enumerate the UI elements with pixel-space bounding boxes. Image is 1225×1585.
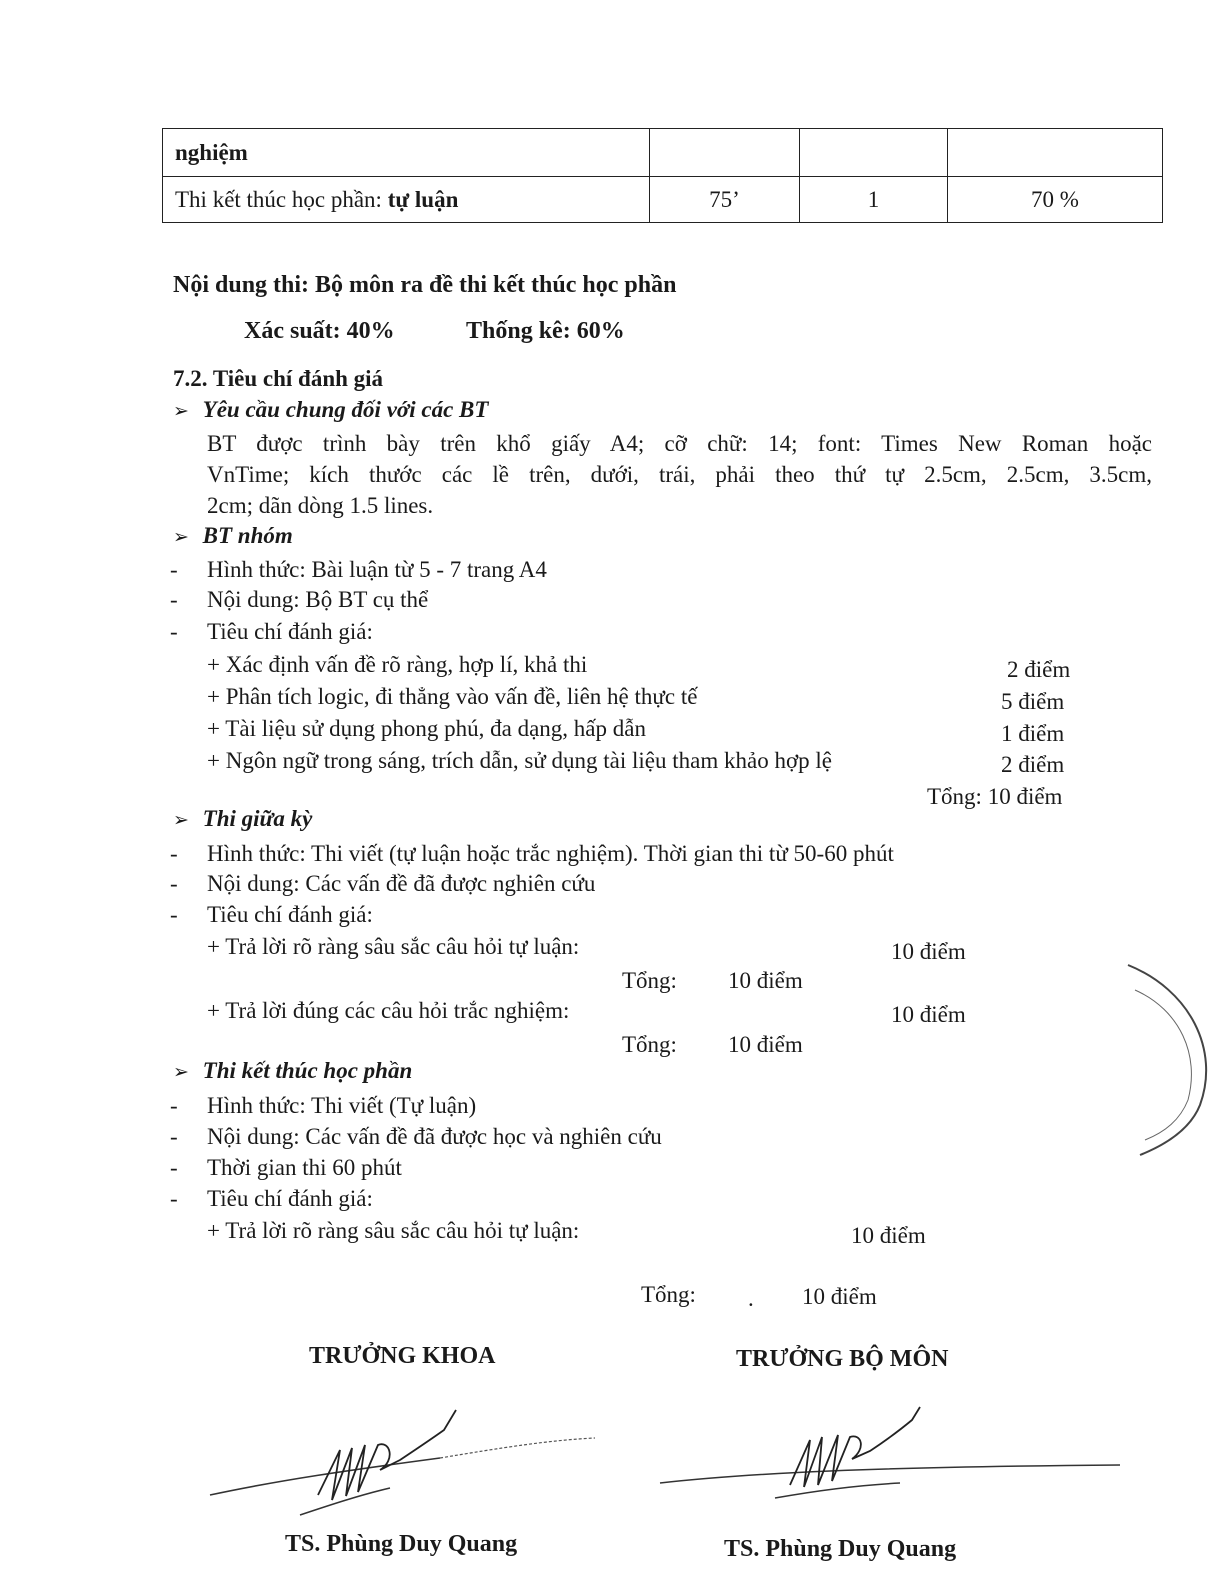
left-signature-mark: [200, 1400, 600, 1530]
midterm-essay-score: 10 điểm: [891, 939, 966, 964]
arrow-bullet-icon: ➢: [173, 526, 189, 548]
section-heading: 7.2. Tiêu chí đánh giá: [173, 366, 384, 391]
left-signer-name: TS. Phùng Duy Quang: [285, 1531, 518, 1557]
midterm-total-label: Tổng:: [622, 1032, 677, 1057]
table-cell-weight: 70 %: [948, 177, 1163, 223]
final-form: Hình thức: Thi viết (Tự luận): [207, 1093, 477, 1118]
midterm-total-label: Tổng:: [622, 968, 677, 993]
dash-bullet: -: [170, 1155, 178, 1180]
final-title: Thi kết thúc học phần: [202, 1058, 413, 1083]
table-cell: [948, 129, 1163, 177]
statistics-share: Thống kê: 60%: [466, 318, 625, 344]
midterm-total-score: 10 điểm: [728, 968, 803, 993]
final-total-label: Tổng:: [641, 1282, 696, 1307]
group-item: + Tài liệu sử dụng phong phú, đa dạng, hấp dẫn: [207, 716, 646, 741]
dash-bullet: -: [170, 619, 178, 644]
midterm-total-score: 10 điểm: [728, 1032, 803, 1057]
table-cell-duration: 75’: [650, 177, 800, 223]
midterm-mc-score: 10 điểm: [891, 1002, 966, 1027]
final-criteria-label: Tiêu chí đánh giá:: [207, 1186, 373, 1211]
group-title: BT nhóm: [202, 523, 293, 548]
final-total-dot: .: [748, 1286, 754, 1311]
stamp-fragment: [1120, 960, 1225, 1160]
exam-content-title: Nội dung thi: Bộ môn ra đề thi kết thúc học phần: [173, 272, 677, 298]
group-item-score: 5 điểm: [1001, 689, 1065, 714]
midterm-content: Nội dung: Các vấn đề đã được nghiên cứu: [207, 871, 596, 896]
general-line-1: BT được trình bày trên khổ giấy A4; cỡ chữ: 14; font: Times New Roman hoặc: [207, 431, 1152, 456]
group-item-score: 2 điểm: [1007, 657, 1071, 682]
arrow-bullet-icon: ➢: [173, 400, 189, 422]
section-general: [173, 397, 488, 423]
group-form: Hình thức: Bài luận từ 5 - 7 trang A4: [207, 557, 547, 582]
exam-type-value: tự luận: [387, 186, 459, 212]
arrow-bullet-icon: ➢: [173, 809, 189, 831]
table-cell-count: 1: [800, 177, 948, 223]
table-row: [163, 177, 1163, 223]
final-duration: Thời gian thi 60 phút: [207, 1155, 402, 1180]
right-signer-name: TS. Phùng Duy Quang: [724, 1536, 957, 1562]
table-cell: nghiệm: [163, 129, 650, 177]
table-cell: [650, 129, 800, 177]
general-line-2: VnTime; kích thước các lề trên, dưới, trái, phải theo thứ tự 2.5cm, 2.5cm, 3.5cm,: [207, 462, 1152, 487]
group-item: + Phân tích logic, đi thẳng vào vấn đề, liên hệ thực tế: [207, 684, 698, 709]
final-essay-score: 10 điểm: [851, 1223, 926, 1248]
group-item-score: 1 điểm: [1001, 721, 1065, 746]
group-content: Nội dung: Bộ BT cụ thể: [207, 587, 429, 612]
table-cell: [800, 129, 948, 177]
dash-bullet: -: [170, 871, 178, 896]
right-signature-title: TRƯỞNG BỘ MÔN: [736, 1346, 949, 1372]
group-item: + Xác định vấn đề rõ ràng, hợp lí, khả thi: [207, 652, 588, 677]
dash-bullet: -: [170, 1124, 178, 1149]
general-line-3: 2cm; dãn dòng 1.5 lines.: [207, 493, 434, 518]
final-content: Nội dung: Các vấn đề đã được học và nghiên cứu: [207, 1124, 662, 1149]
midterm-criteria-label: Tiêu chí đánh giá:: [207, 902, 373, 927]
section-midterm: [173, 806, 312, 832]
dash-bullet: -: [170, 841, 178, 866]
dash-bullet: -: [170, 1093, 178, 1118]
exam-type-label: Thi kết thúc học phần:: [175, 186, 388, 212]
final-essay: + Trả lời rõ ràng sâu sắc câu hỏi tự luận:: [207, 1218, 580, 1243]
section-group: [173, 523, 293, 549]
probability-share: Xác suất: 40%: [244, 318, 395, 344]
group-item-score: 2 điểm: [1001, 752, 1065, 777]
table-cell: [163, 177, 650, 223]
group-criteria-label: Tiêu chí đánh giá:: [207, 619, 373, 644]
general-title: Yêu cầu chung đối với các BT: [202, 397, 489, 422]
right-signature-mark: [650, 1405, 1130, 1515]
arrow-bullet-icon: ➢: [173, 1061, 189, 1083]
section-final: [173, 1058, 412, 1084]
midterm-title: Thi giữa kỳ: [202, 806, 313, 831]
dash-bullet: -: [170, 902, 178, 927]
dash-bullet: -: [170, 557, 178, 582]
midterm-form: Hình thức: Thi viết (tự luận hoặc trắc nghiệm). Thời gian thi từ 50-60 phút: [207, 841, 894, 866]
group-total: Tổng: 10 điểm: [927, 784, 1063, 809]
midterm-mc: + Trả lời đúng các câu hỏi trắc nghiệm:: [207, 998, 570, 1023]
dash-bullet: -: [170, 1186, 178, 1211]
midterm-essay: + Trả lời rõ ràng sâu sắc câu hỏi tự luận:: [207, 934, 580, 959]
table-row: [163, 129, 1163, 177]
left-signature-title: TRƯỞNG KHOA: [309, 1343, 496, 1369]
assessment-table: [162, 128, 1163, 223]
group-item: + Ngôn ngữ trong sáng, trích dẫn, sử dụng tài liệu tham khảo hợp lệ: [207, 748, 832, 773]
final-total-score: 10 điểm: [802, 1284, 877, 1309]
dash-bullet: -: [170, 587, 178, 612]
